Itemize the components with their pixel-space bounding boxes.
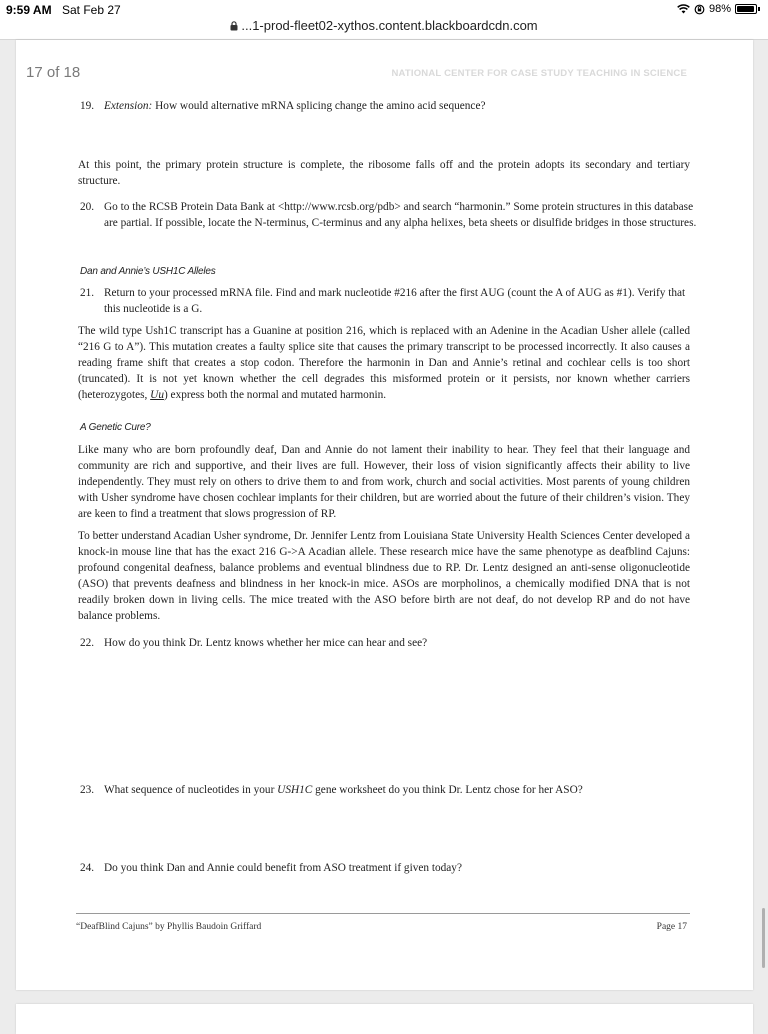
genotype-term: Uu <box>150 389 164 401</box>
question-text-end: gene worksheet do you think Dr. Lentz chose for her ASO? <box>312 784 583 796</box>
question-text: Do you think Dan and Annie could benefit from ASO treatment if given today? <box>104 862 462 874</box>
paragraph-primary-structure: At this point, the primary protein structure is complete, the ribosome falls off and the protein adopts its secondary and tertiary structure. <box>78 159 690 187</box>
wifi-icon <box>677 4 690 14</box>
battery-icon <box>735 4 757 14</box>
orientation-lock-icon <box>694 4 705 15</box>
question-number: 24. <box>80 862 95 874</box>
next-document-page[interactable] <box>16 1004 753 1034</box>
url-bar[interactable] <box>0 20 768 40</box>
question-text: Return to your processed mRNA file. Find and mark nucleotide #216 after the first AUG (count the A of AUG as #1). Verify that this nucleotide is a G. <box>104 287 686 315</box>
question-number: 21. <box>80 287 95 299</box>
question-number: 23. <box>80 784 95 796</box>
lock-icon <box>230 21 238 31</box>
document-header: NATIONAL CENTER FOR CASE STUDY TEACHING IN SCIENCE <box>391 68 687 79</box>
paragraph-text: The wild type Ush1C transcript has a Guanine at position 216, which is replaced with an Adenine in the Acadian Usher allele (called “216 G to A”). This mutation creates a faulty splice site that causes the primary transcript to be processed incorrectly. It also causes a reading frame shift that creates a stop codon. Therefore the harmonin in Dan and Annie’s retinal and cochlear cells is too short (truncated). It is not yet known whether the cell degrades this misformed protein or it persists, nor known whether carriers (heterozygotes, <box>78 325 690 401</box>
question-number: 19. <box>80 100 95 112</box>
question-22 <box>80 635 700 651</box>
battery-percent: 98% <box>708 3 731 15</box>
paragraph-deaf: Like many who are born profoundly deaf, Dan and Annie do not lament their inability to hear. They feel that their language and community are rich and supportive, and their lives are full. However, their loss of vision significantly affects their ability to live independently. They must rely on others to drive them to and from work, church and social activities. Most parents of young children with Usher syndrome have chosen cochlear implants for their children, but are worried about the future of their children’s vision. They are keen to find a treatment that slows progression of RP. <box>78 444 690 520</box>
question-24 <box>80 860 700 876</box>
question-text: How would alternative mRNA splicing change the amino acid sequence? <box>152 100 486 112</box>
url-text: ...1-prod-fleet02-xythos.content.blackboardcdn.com <box>241 18 538 33</box>
section-heading-alleles: Dan and Annie’s USH1C Alleles <box>80 266 216 277</box>
gene-name: USH1C <box>277 784 313 796</box>
url-display[interactable] <box>0 18 768 33</box>
status-indicators <box>677 3 760 15</box>
question-19 <box>80 98 700 114</box>
footer-divider <box>76 913 690 914</box>
status-time: 9:59 AM <box>6 3 52 17</box>
question-20 <box>80 199 700 231</box>
question-text: Go to the RCSB Protein Data Bank at <http://www.rcsb.org/pdb> and search “harmonin.” Some protein structures in this database are partial. If possible, locate the N-terminus, C-terminus and any alpha helixes, beta sheets or disulfide bridges in those structures. <box>104 201 697 229</box>
question-number: 22. <box>80 637 95 649</box>
question-23 <box>80 782 700 798</box>
battery-tip <box>758 7 760 11</box>
page-count: 17 of 18 <box>26 64 81 81</box>
question-text: What sequence of nucleotides in your <box>104 784 278 796</box>
status-date: Sat Feb 27 <box>62 3 121 17</box>
extension-label: Extension: <box>104 100 153 112</box>
paragraph-text-end: ) express both the normal and mutated harmonin. <box>163 389 387 401</box>
footer-citation: “DeafBlind Cajuns” by Phyllis Baudoin Griffard <box>76 922 262 932</box>
question-number: 20. <box>80 201 95 213</box>
question-text: How do you think Dr. Lentz knows whether her mice can hear and see? <box>104 637 428 649</box>
scrollbar-thumb[interactable] <box>762 908 765 968</box>
paragraph-lentz: To better understand Acadian Usher syndrome, Dr. Jennifer Lentz from Louisiana State University Health Sciences Center developed a knock-in mouse line that has the exact 216 G->A Acadian allele. These research mice have the same phenotype as deafblind Cajuns: profound congenital deafness, balance problems and eventual blindness due to RP. Dr. Lentz designed an anti-sense oligonucleotide (ASO) that prevents deafness and blindness in her knock-in mice. ASOs are morpholinos, a chemically modified DNA that is not readily broken down in living cells. The mice treated with the ASO before birth are not deaf, do not develop RP and do not have balance problems. <box>78 530 690 622</box>
section-heading-cure: A Genetic Cure? <box>80 422 151 433</box>
question-21 <box>80 285 700 317</box>
footer-page-number: Page 17 <box>656 922 687 932</box>
paragraph-wild-type <box>78 323 690 403</box>
document-page[interactable] <box>16 40 753 990</box>
status-bar <box>0 0 768 20</box>
